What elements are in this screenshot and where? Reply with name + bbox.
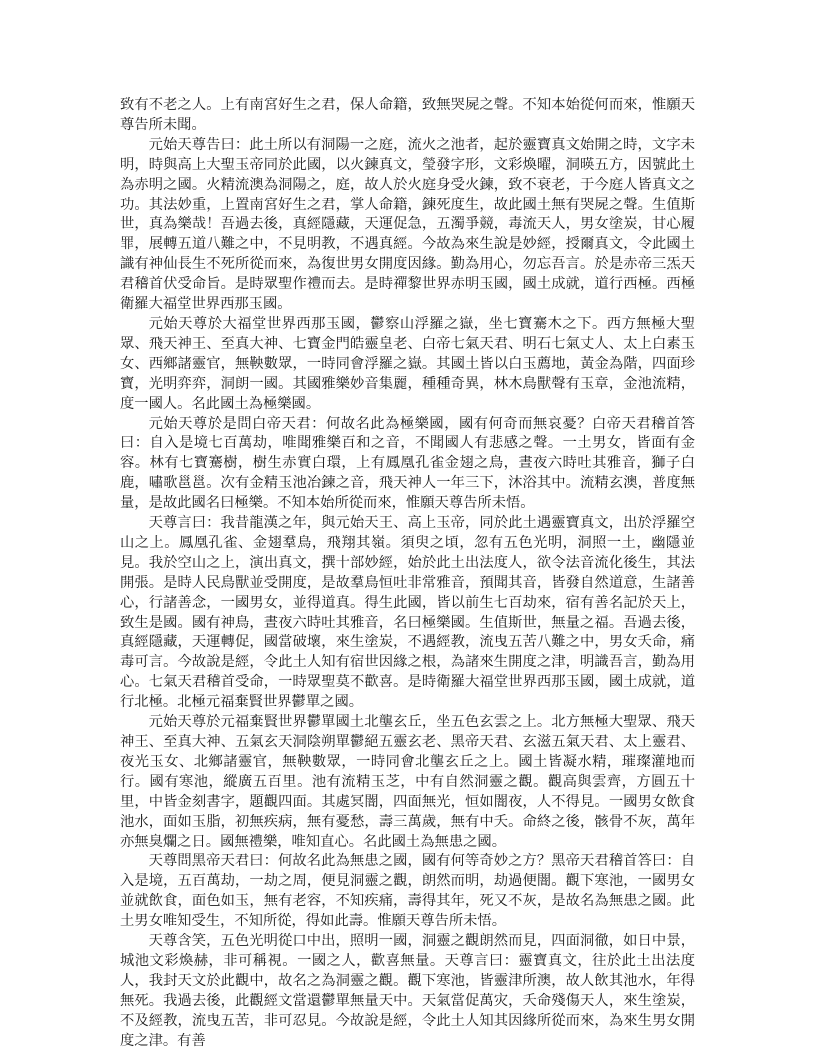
document-page — [120, 96, 695, 1052]
paragraph: 天尊問黑帝天君曰：何故名此為無患之國，國有何等奇妙之方？黑帝天君稽首答曰：自入是境，五百萬劫，一劫之周，便見洞靈之觀，朗然而明，劫過便闇。觀下寒池，一國男女並就飲食，面色如玉，無有老容，不知疾痛，壽得其年，死又不灰，是故名為無患之國。此土男女唯知受生，不知所從，得如此壽。惟願天尊告所未悟。 — [120, 853, 695, 930]
paragraph: 天尊含笑，五色光明從口中出，照明一國，洞靈之觀朗然而見，四面洞徹，如日中景，城池文彩煥赫，非可稱視。一國之人，歡喜無量。天尊言曰：靈寶真文，往於此土出法度人，我封天文於此觀中，故名之為洞靈之觀。觀下寒池，皆靈津所澳，故人飲其池水，年得無死。我過去後，此觀經文當還鬱單無量天中。天氣當促萬灾，夭命殘傷天人，來生塗炭，不及經教，流曳五苦，非可忍見。今故說是經，令此土人知其因緣所從而來，為來生男女開度之津。有善 — [120, 933, 695, 1049]
paragraph: 元始天尊於元福棄賢世界鬱單國土北壟玄丘，坐五色玄雲之上。北方無極大聖眾、飛天神王、至真大神、五氣玄天洞陰朔單鬱絕五靈玄老、黑帝天君、玄滋五氣天君、太上靈君、夜光玉女、北鄉諸靈官，無鞅數眾，一時同會北壟玄丘之上。國土皆凝水精，璀璨灌地而行。國有寒池，縱廣五百里。池有流精玉芝，中有自然洞靈之觀。觀高與雲齊，方圓五十里，中皆金刻書字，題觀四面。其處冥闇，四面無光，恒如闇夜，人不得見。一國男女飲食池水，面如玉脂，初無疾病，無有憂愁，壽三萬歲，無有中夭。命終之後，骸骨不灰，萬年亦無臭爛之日。國無禮樂，唯知直心。名此國土為無患之國。 — [120, 714, 695, 850]
paragraph: 元始天尊於是問白帝天君：何故名此為極樂國，國有何奇而無哀憂？白帝天君稽首答曰：自入是境七百萬劫，唯聞雅樂百和之音，不聞國人有悲感之聲。一土男女，皆面有金容。林有七寶騫樹，樹生赤實白環，上有鳳凰孔雀金翅之鳥，晝夜六時吐其雅音，獅子白鹿，嘯歌邕邕。次有金精玉池冶鍊之音，飛天神人一年三下，沐浴其中。流精玄澳，普度無量，是故此國名曰極樂。不知本始所從而來，惟願天尊告所未悟。 — [120, 415, 695, 512]
paragraph: 元始天尊於大福堂世界西那玉國，鬱察山浮羅之嶽，坐七寶騫木之下。西方無極大聖眾、飛天神王、至真大神、七寶金門皓靈皇老、白帝七氣天君、明石七氣丈人、太上白素玉女、西鄉諸靈官，無鞅數眾，一時同會浮羅之嶽。其國土皆以白玉薦地，黃金為階，四面珍寶，光明弈弈，洞朗一國。其國雅樂妙音集麗，種種奇異，林木鳥獸聲有玉章，金池流精，度一國人。名此國土為極樂國。 — [120, 315, 695, 412]
paragraph: 元始天尊告曰：此土所以有洞陽一之庭，流火之池者，起於靈寶真文始開之時，文字未明，時與高上大聖玉帝同於此國，以火鍊真文，瑩發字形，文彩煥曜，洞暎五方，因號此土為赤明之國。火精流澳為洞陽之，庭，故人於火庭身受火鍊，致不衰老，于今庭人皆真文之功。其法妙重，上置南宮好生之君，掌人命籍，鍊死度生，故此國土無有哭屍之聲。生值斯世，真為樂哉！吾過去後，真經隱藏，天運促急，五濁爭競，毒流天人，男女塗炭，甘心履罪，展轉五道八難之中，不見明教，不遇真經。今故為來生說是妙經，授爾真文，令此國土識有神仙長生不死所從而來，為復世男女開度因緣。勤為用心，勿忘吾言。於是赤帝三炁天君稽首伏受命旨。是時眾聖作禮而去。是時禪黎世界赤明玉國，國土成就，道行西極。西極衛羅大福堂世界西那玉國。 — [120, 136, 695, 313]
paragraph: 致有不老之人。上有南宮好生之君，保人命籍，致無哭屍之聲。不知本始從何而來，惟願天尊告所未聞。 — [120, 97, 695, 133]
paragraph: 天尊言曰：我昔龍漢之年，與元始天王、高上玉帝，同於此土遇靈寶真文，出於浮羅空山之上。鳳凰孔雀、金翅羣鳥，飛翔其嶺。須臾之頃，忽有五色光明，洞照一土，幽隱並見。我於空山之上，演出真文，撰十部妙經，始於此土出法度人，欲令法音流化後生，其法開張。是時人民鳥獸並受開度，是故羣鳥恒吐非常雅音，預聞其音，皆發自然道意，生諸善心，行諸善念，一國男女，並得道真。得生此國，皆以前生七百劫來，宿有善名記於天上，致生是國。國有神鳥，晝夜六時吐其雅音，名曰極樂國。生值斯世，無量之福。吾過去後，真經隱藏，天運轉促，國當破壞，來生塗炭，不遇經教，流曳五苦八難之中，男女夭命，痛毒可言。今故說是經，令此土人知有宿世因緣之根，為諸來生開度之津，明識吾言，勤為用心。七氣天君稽首受命，一時眾聖莫不歡喜。是時衛羅大福堂世界西那玉國，國土成就，道行北極。北極元福棄賢世界鬱單之國。 — [120, 515, 695, 711]
